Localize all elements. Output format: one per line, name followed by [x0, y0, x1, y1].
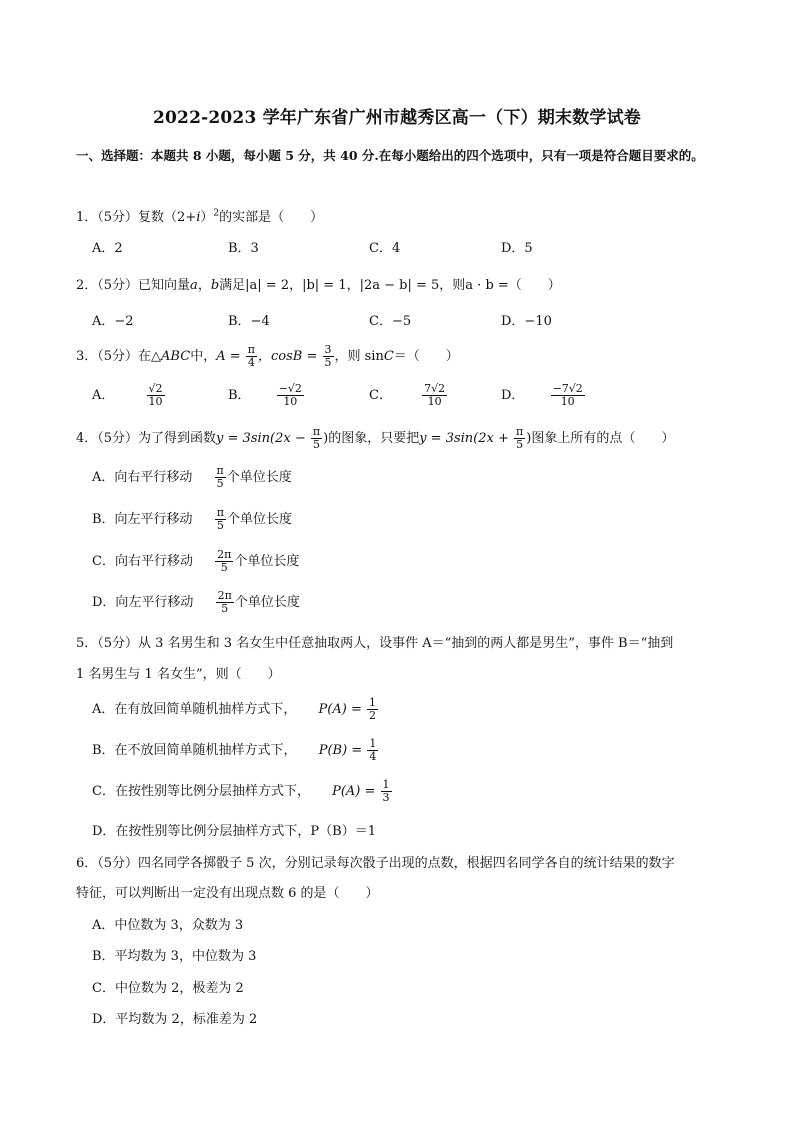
q4-option-a: A．向右平行移动 $\frac{\pi}{5}$ 个单位长度 [92, 464, 292, 491]
q2-option-c: C．−5 [369, 314, 412, 329]
q2-option-d: D．−10 [501, 314, 552, 329]
q3-cos-fraction: $\frac{3}{5}$ [324, 343, 332, 370]
q1-option-b: B．3 [228, 241, 259, 256]
q6-option-a: A．中位数为 3，众数为 3 [92, 918, 244, 933]
q6-option-b: B．平均数为 3，中位数为 3 [92, 949, 257, 964]
q3-option-d: D． $\frac{-7√2}{10}$ [501, 382, 583, 409]
q4-option-b: B．向左平行移动 $\frac{\pi}{5}$ 个单位长度 [92, 506, 292, 533]
q4-option-d: D．向左平行移动 $\frac{2\pi}{5}$ 个单位长度 [92, 589, 300, 616]
q1-option-c: C．4 [369, 241, 401, 256]
q5-option-b: B．在不放回简单随机抽样方式下， P(B) = $\frac{1}{4}$ [92, 737, 377, 764]
q6-option-c: C．中位数为 2，极差为 2 [92, 981, 244, 996]
q3-option-a: A． $\frac{√2}{10}$ [92, 382, 163, 409]
q3-angle-fraction: $\frac{\pi}{4}$ [247, 343, 255, 370]
section-heading: 一、选择题：本题共 8 小题，每小题 5 分，共 40 分.在每小题给出的四个选项中，只有一项是符合题目要求的。 [76, 148, 704, 163]
q5-option-a: A．在有放回简单随机抽样方式下， P(A) = $\frac{1}{2}$ [92, 696, 376, 723]
question-4-stem: 4．（5分）为了得到函数y = 3sin(2x − $\frac{\pi}{5}$ )的图象，只要把y = 3sin(2x + $\frac{\pi}{5}$ )图象上所有的点（ ） [76, 425, 675, 452]
question-1-stem: 1．（5分）复数$(2+i)^2$的实部是（ ） [76, 208, 324, 225]
q1-option-d: D．5 [501, 241, 533, 256]
question-2-stem: 2．（5分）已知向量a，b满足|a| = 2，|b| = 1，|2a − b| = 5，则a · b =（ ） [76, 278, 561, 293]
question-5-stem-line1: 5．（5分）从 3 名男生和 3 名女生中任意抽取两人，设事件 A＝“抽到的两人都是男生”，事件 B＝“抽到 [76, 636, 674, 651]
q3-option-c: C． $\frac{7√2}{10}$ [369, 382, 446, 409]
exam-title: 2022-2023 学年广东省广州市越秀区高一（下）期末数学试卷 [152, 108, 641, 128]
q2-option-a: A．−2 [92, 314, 134, 329]
question-3-stem: 3．（5分）在△ABC中，A = $\frac{\pi}{4}$ ，cosB = $\frac{3}{5}$ ，则 sinC＝（ ） [76, 343, 459, 370]
question-5-stem-line2: 1 名男生与 1 名女生”，则（ ） [76, 667, 281, 682]
question-6-stem-line1: 6．（5分）四名同学各掷骰子 5 次，分别记录每次骰子出现的点数，根据四名同学各自的统计结果的数字 [76, 856, 675, 871]
q6-option-d: D．平均数为 2，标准差为 2 [92, 1012, 258, 1027]
q2-option-b: B．−4 [228, 314, 270, 329]
q3-option-b: B． $\frac{-√2}{10}$ [228, 382, 302, 409]
q4-option-c: C．向右平行移动 $\frac{2\pi}{5}$ 个单位长度 [92, 548, 300, 575]
q1-option-a: A．2 [92, 241, 123, 256]
q5-option-c: C．在按性别等比例分层抽样方式下， P(A) = $\frac{1}{3}$ [92, 778, 390, 805]
question-6-stem-line2: 特征，可以判断出一定没有出现点数 6 的是（ ） [76, 886, 379, 901]
q5-option-d: D．在按性别等比例分层抽样方式下，P（B）＝1 [92, 824, 376, 839]
